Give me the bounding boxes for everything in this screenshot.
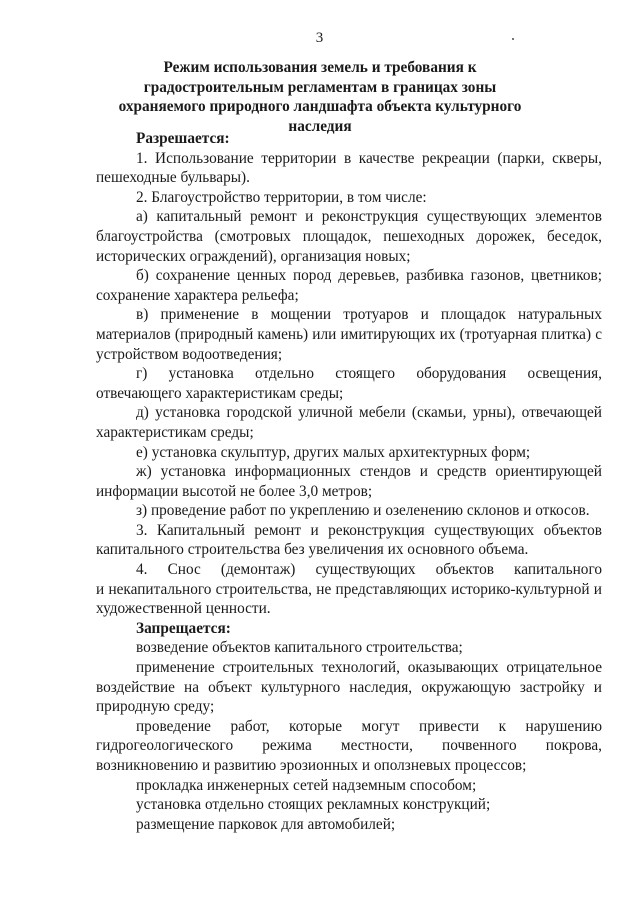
forbidden-item: прокладка инженерных сетей надземным способом; — [136, 776, 477, 794]
forbidden-heading: Запрещается: — [136, 619, 231, 637]
allowed-item: в) применение в мощении тротуаров и площадок натуральных материалов (природный камень) или имитирующих их (тротуарная плитка) с устройством водоотведения; — [96, 306, 602, 363]
allowed-item: 3. Капитальный ремонт и реконструкция существующих объектов капитального строительства без увеличения их основного объема. — [96, 521, 602, 559]
allowed-item: д) установка городской уличной мебели (скамьи, урны), отвечающей характеристикам среды; — [96, 404, 602, 441]
allowed-item: з) проведение работ по укреплению и озеленению склонов и откосов. — [136, 502, 590, 520]
forbidden-item: возведение объектов капитального строительства; — [136, 639, 463, 657]
allowed-heading: Разрешается: — [136, 130, 230, 147]
page-number: 3 — [315, 30, 324, 46]
forbidden-item: применение строительных технологий, оказывающих отрицательное воздействие на объект культурного наследия, окружающую застройку и природную среду; — [96, 659, 602, 716]
allowed-item: г) установка отдельно стоящего оборудования освещения, отвечающего характеристикам среды; — [96, 365, 602, 402]
allowed-item: ж) установка информационных стендов и средств ориентирующей информации высотой не более 3,0 метров; — [96, 463, 602, 500]
forbidden-item: установка отдельно стоящих рекламных конструкций; — [136, 796, 491, 814]
allowed-item: 2. Благоустройство территории, в том числе: — [136, 188, 427, 206]
forbidden-item: размещение парковок для автомобилей; — [136, 815, 396, 833]
allowed-item: 4. Снос (демонтаж) существующих объектов капитального — [136, 561, 602, 579]
scan-speck — [512, 38, 514, 40]
allowed-item: 1. Использование территории в качестве рекреации (парки, скверы, пешеходные бульвары). — [96, 149, 602, 187]
document-title: Режим использования земель и требования к градостроительным регламентам в границах зоны охраняемого природного ландшафта объекта культурного наследия — [118, 59, 522, 135]
allowed-item: б) сохранение ценных пород деревьев, разбивка газонов, цветников; сохранение характера рельефа; — [96, 267, 602, 304]
allowed-item: а) капитальный ремонт и реконструкция существующих элементов благоустройства (смотровых площадок, пешеходных дорожек, беседок, исторических ограждений), организация новых; — [96, 208, 602, 265]
allowed-item: е) установка скульптур, других малых архитектурных форм; — [136, 443, 531, 461]
allowed-item: и некапитального строительства, не представляющих историко-культурной и художественной ценности. — [96, 580, 602, 618]
forbidden-item: проведение работ, которые могут привести к нарушению гидрогеологического режима местности, почвенного покрова, возникновению и развитию эрозионных и оползневых процессов; — [96, 717, 602, 774]
document-body — [96, 129, 602, 834]
